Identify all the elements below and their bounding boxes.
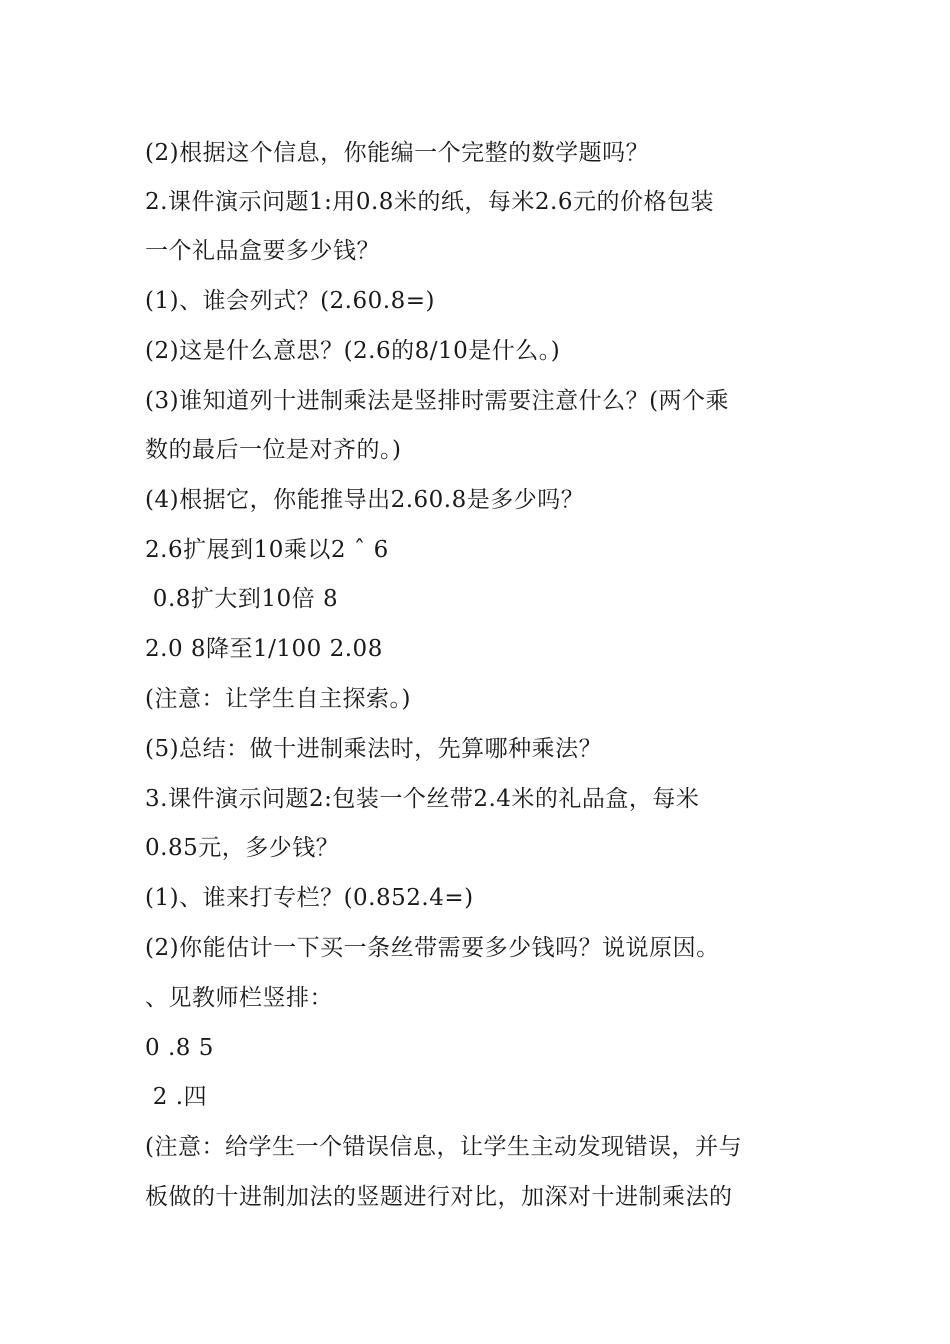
text-line: 0.8扩大到10倍 8 [145, 586, 339, 612]
text-line: (注意：让学生自主探索。) [145, 686, 411, 712]
text-line: (2)你能估计一下买一条丝带需要多少钱吗？说说原因。 [145, 935, 720, 961]
text-line: 0 .8 5 [145, 1035, 214, 1061]
text-line: 2.6扩展到10乘以2 ˆ 6 [145, 537, 389, 563]
text-line: 一个礼品盒要多少钱？ [145, 238, 380, 264]
text-line: (1)、谁来打专栏？(0.852.4=) [145, 885, 474, 911]
text-line: 2 .四 [145, 1084, 208, 1110]
text-line: 2.课件演示问题1:用0.8米的纸，每米2.6元的价格包装 [145, 189, 714, 215]
text-line: 、见教师栏竖排： [145, 985, 333, 1011]
text-line: (注意：给学生一个错误信息，让学生主动发现错误，并与 [145, 1134, 742, 1160]
text-line: (4)根据它，你能推导出2.60.8是多少吗？ [145, 487, 585, 513]
text-line: (3)谁知道列十进制乘法是竖排时需要注意什么？(两个乘 [145, 388, 730, 414]
text-line: (2)这是什么意思？(2.6的8/10是什么。) [145, 338, 561, 364]
text-line: (2)根据这个信息，你能编一个完整的数学题吗？ [145, 140, 650, 166]
text-line: (5)总结：做十进制乘法时，先算哪种乘法？ [145, 736, 603, 762]
text-line: 2.0 8降至1/100 2.08 [145, 636, 383, 662]
text-line: (1)、谁会列式？(2.60.8=) [145, 288, 435, 314]
text-line: 0.85元，多少钱？ [145, 835, 340, 861]
text-line: 3.课件演示问题2:包装一个丝带2.4米的礼品盒，每米 [145, 786, 700, 812]
text-line: 板做的十进制加法的竖题进行对比，加深对十进制乘法的 [145, 1184, 733, 1210]
text-line: 数的最后一位是对齐的。) [145, 437, 402, 463]
